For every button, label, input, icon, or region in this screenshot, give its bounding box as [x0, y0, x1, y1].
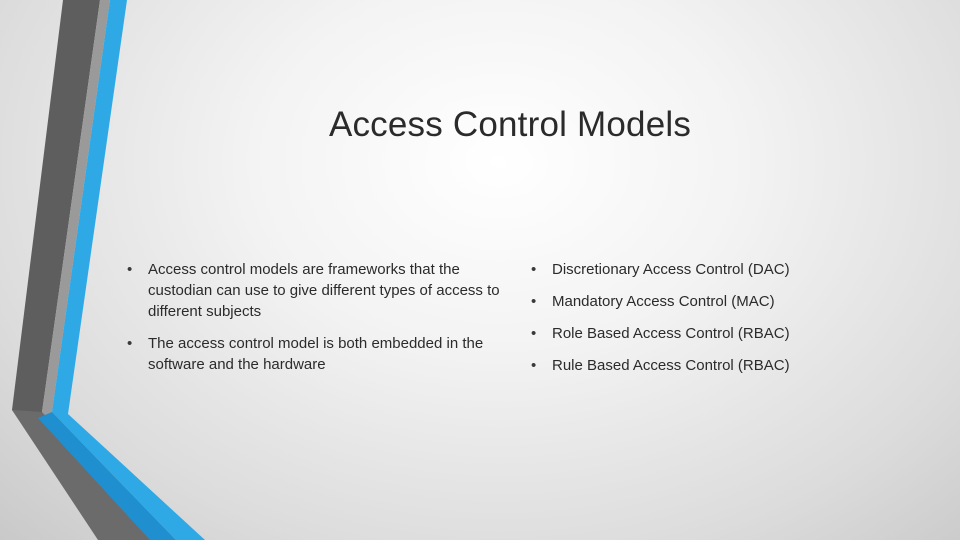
bullet-icon: • — [531, 293, 537, 310]
slide-title: Access Control Models — [328, 105, 692, 144]
bullet-text: The access control model is both embedded in the software and the hardware — [148, 335, 484, 373]
list-item — [525, 355, 855, 376]
bullet-icon: • — [531, 261, 537, 278]
left-bullet-list — [121, 259, 501, 386]
bullet-text: Mandatory Access Control (MAC) — [552, 293, 775, 310]
bullet-text: Discretionary Access Control (DAC) — [552, 261, 790, 278]
bullet-text: Access control models are frameworks that the custodian can use to give different types of access to different subjects — [148, 261, 500, 320]
right-bullet-list — [525, 259, 855, 387]
list-item — [525, 323, 855, 344]
bullet-icon: • — [127, 335, 133, 352]
list-item — [121, 333, 501, 375]
bullet-icon: • — [531, 325, 537, 342]
bullet-icon: • — [127, 261, 133, 278]
list-item — [121, 259, 501, 322]
bullet-icon: • — [531, 357, 537, 374]
list-item — [525, 291, 855, 312]
list-item — [525, 259, 855, 280]
bullet-text: Rule Based Access Control (RBAC) — [552, 357, 790, 374]
bullet-text: Role Based Access Control (RBAC) — [552, 325, 790, 342]
